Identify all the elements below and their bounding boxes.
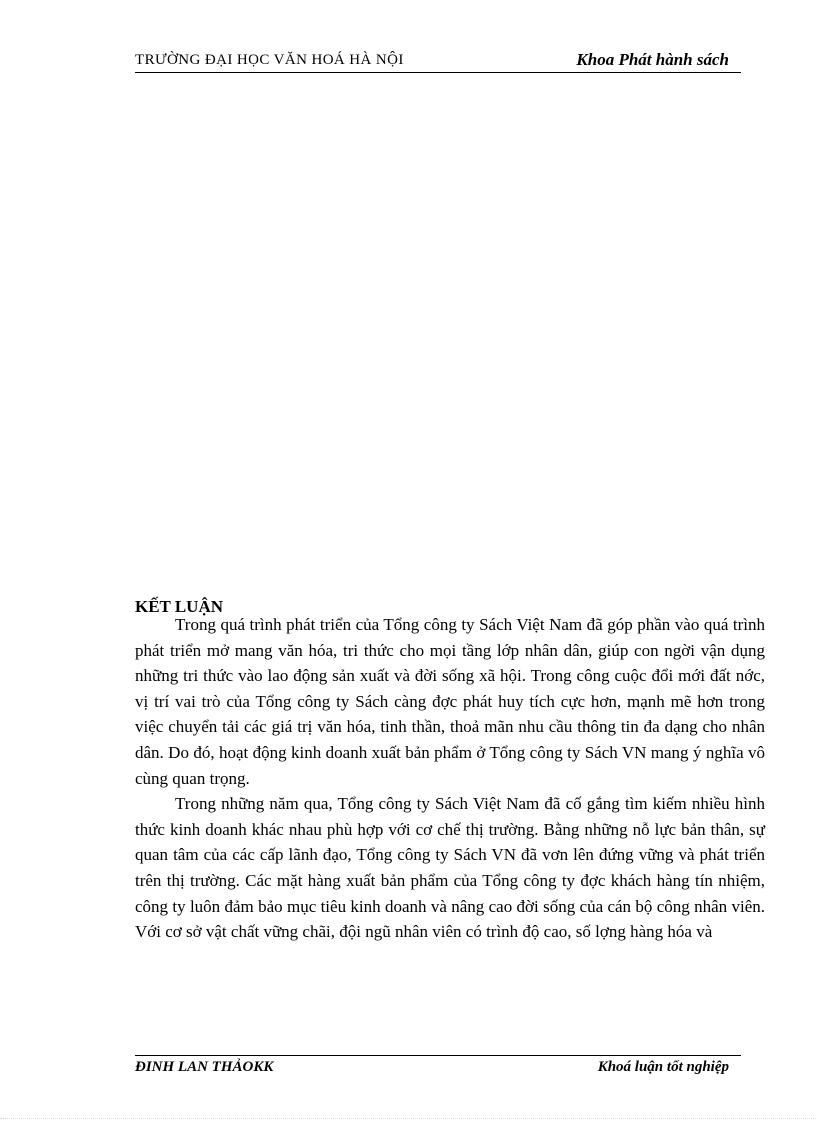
paragraph: Trong quá trình phát triển của Tổng công ty Sách Việt Nam đã góp phần vào quá trình phát triển mở mang văn hóa, tri thức cho mọi tầng lớp nhân dân, giúp con ngời vận dụng những tri thức vào lao động sản xuất và đời sống xã hội. Trong công cuộc đổi mới đất nớc, vị trí vai trò của Tổng công ty Sách càng đợc phát huy tích cực hơn, mạnh mẽ hơn trong việc chuyển tải các giá trị văn hóa, tinh thần, thoả mãn nhu cầu thông tin đa dạng cho nhân dân. Do đó, hoạt động kinh doanh xuất bản phẩm ở Tổng công ty Sách VN mang ý nghĩa vô cùng quan trọng. (135, 615, 765, 788)
author-name: ĐINH LAN THẢOKK (135, 1059, 274, 1075)
university-name: TRƯỜNG ĐẠI HỌC VĂN HOÁ HÀ NỘI (135, 52, 404, 68)
body-text (135, 612, 765, 945)
paragraph: Trong những năm qua, Tổng công ty Sách Việt Nam đã cố gắng tìm kiếm nhiều hình thức kinh doanh khác nhau phù hợp với cơ chế thị trường. Bằng những nỗ lực bản thân, sự quan tâm của các cấp lãnh đạo, Tổng công ty Sách VN đã vơn lên đứng vững và phát triển trên thị trường. Các mặt hàng xuất bản phẩm của Tổng công ty đợc khách hàng tín nhiệm, công ty luôn đảm bảo mục tiêu kinh doanh và nâng cao đời sống của cán bộ công nhân viên. Với cơ sở vật chất vững chãi, đội ngũ nhân viên có trình độ cao, số lợng hàng hóa và (135, 794, 765, 942)
page-header (135, 50, 741, 73)
section-title: KẾT LUẬN (135, 597, 224, 616)
faculty-name: Khoa Phát hành sách (576, 50, 729, 69)
page-footer (135, 1055, 741, 1080)
document-type: Khoá luận tốt nghiệp (597, 1059, 729, 1075)
page-edge-divider (0, 1118, 816, 1119)
